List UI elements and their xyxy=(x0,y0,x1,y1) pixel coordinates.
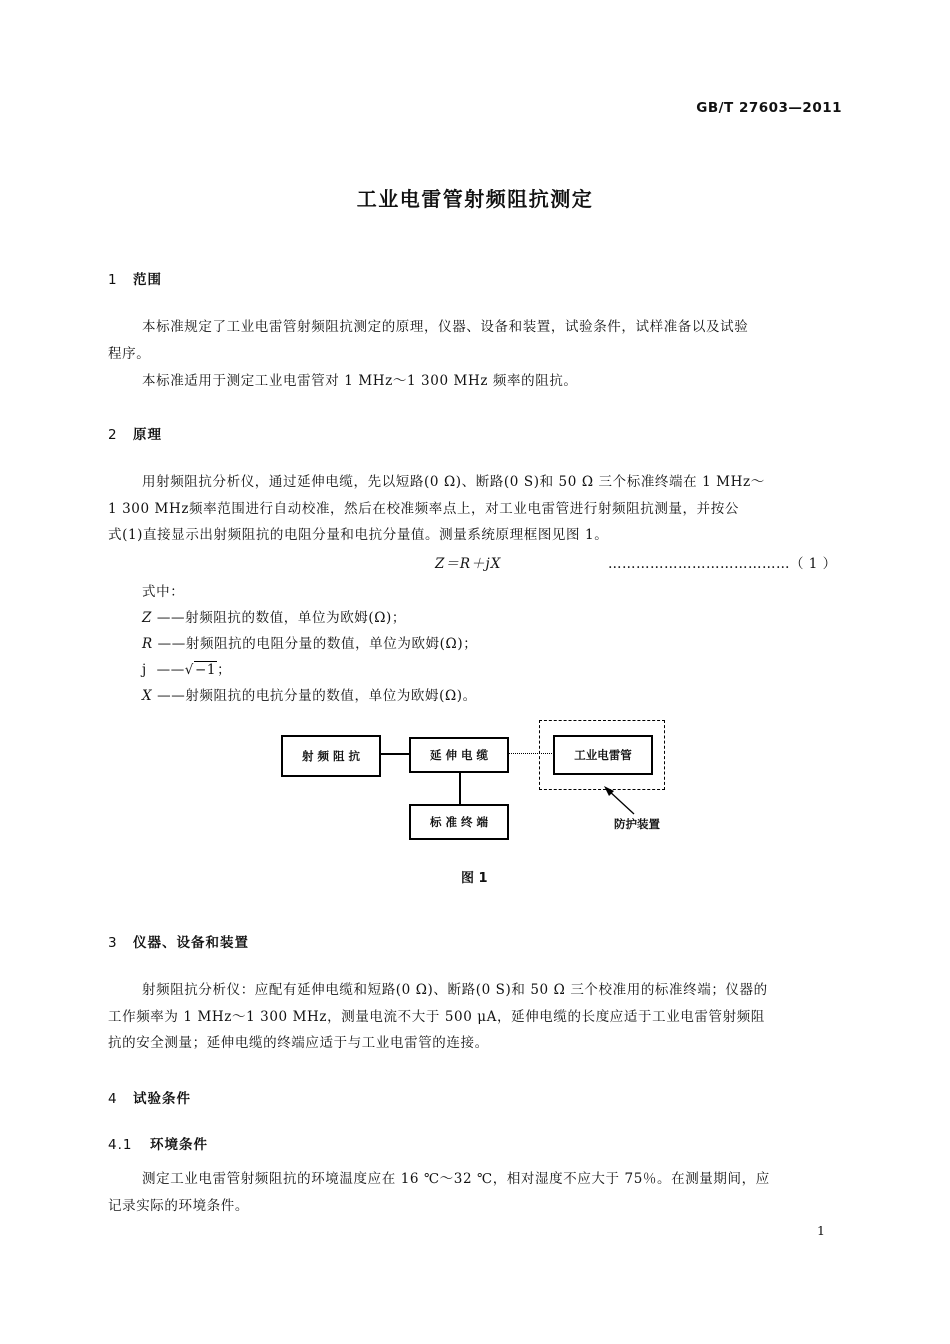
text-line: 式(1)直接显示出射频阻抗的电阻分量和电抗分量值。测量系统原理框图见图 1。 xyxy=(108,527,609,543)
text-line: 1 300 MHz频率范围进行自动校准，然后在校准频率点上，对工业电雷管进行射频阻抗测量，并按公 xyxy=(108,500,739,517)
section-number: 2 xyxy=(108,427,118,443)
where-label: 式中： xyxy=(142,584,185,600)
standard-terminal-box: 标 准 终 端 xyxy=(409,804,509,840)
section-4-1-paragraph xyxy=(108,1166,843,1219)
section-3-paragraph xyxy=(108,977,843,1057)
text-line: 本标准适用于测定工业电雷管对 1 MHz～1 300 MHz 频率的阻抗。 xyxy=(142,373,578,389)
where-item-r: R ——射频阻抗的电阻分量的数值，单位为欧姆(Ω)； xyxy=(142,636,478,652)
text-line: 抗的安全测量；延伸电缆的终端应适于与工业电雷管的连接。 xyxy=(108,1035,489,1051)
section-number: 4 xyxy=(108,1091,118,1107)
subsection-title: 环境条件 xyxy=(150,1137,208,1153)
section-2-heading xyxy=(108,423,162,443)
connector-dotted-line xyxy=(508,753,554,754)
extension-cable-box: 延 伸 电 缆 xyxy=(409,737,509,773)
text-line: 本标准规定了工业电雷管射频阻抗测定的原理，仪器、设备和装置，试验条件，试样准备以及试验 xyxy=(142,319,749,335)
pointer-arrow-icon xyxy=(600,784,650,820)
text-line: 用射频阻抗分析仪，通过延伸电缆，先以短路(0 Ω)、断路(0 S)和 50 Ω 三个标准终端在 1 MHz～ xyxy=(142,474,765,490)
section-1-paragraph-2 xyxy=(108,368,843,395)
section-2-paragraph xyxy=(108,469,843,549)
section-title: 试验条件 xyxy=(133,1091,191,1107)
analyzer-box: 射 频 阻 抗 xyxy=(281,735,381,777)
protective-device-label: 防护装置 xyxy=(614,817,660,831)
text-line: 测定工业电雷管射频阻抗的环境温度应在 16 ℃～32 ℃，相对湿度不应大于 75％。在测量期间，应 xyxy=(142,1171,770,1187)
section-4-heading xyxy=(108,1087,191,1107)
connector-line xyxy=(380,753,410,755)
page-number: 1 xyxy=(817,1223,825,1238)
section-4-1-heading xyxy=(108,1133,208,1153)
text-line: 程序。 xyxy=(108,345,151,362)
text-line: 射频阻抗分析仪：应配有延伸电缆和短路(0 Ω)、断路(0 S)和 50 Ω 三个校准用的标准终端；仪器的 xyxy=(142,982,768,998)
sqrt-symbol: √ xyxy=(184,662,194,678)
section-number: 3 xyxy=(108,935,118,951)
formula-number: …………………………………（ 1 ） xyxy=(608,556,837,572)
where-item-x: X ——射频阻抗的电抗分量的数值，单位为欧姆(Ω)。 xyxy=(142,688,477,704)
standard-code: GB/T 27603—2011 xyxy=(696,100,842,116)
section-3-heading xyxy=(108,931,249,951)
figure-caption: 图 1 xyxy=(461,871,488,886)
where-item-j: j ——√−1； xyxy=(142,662,232,678)
section-number: 1 xyxy=(108,272,118,288)
text-line: 记录实际的环境条件。 xyxy=(108,1197,249,1214)
formula-1: Z＝R＋jX xyxy=(435,556,502,572)
section-1-paragraph-1 xyxy=(108,314,843,367)
subsection-number: 4.1 xyxy=(108,1137,133,1153)
section-1-heading xyxy=(108,268,162,288)
section-title: 仪器、设备和装置 xyxy=(133,935,249,951)
detonator-box: 工业电雷管 xyxy=(553,735,653,775)
section-title: 范围 xyxy=(133,272,162,288)
where-item-z: Z ——射频阻抗的数值，单位为欧姆(Ω)； xyxy=(142,610,407,626)
connector-line xyxy=(459,772,461,804)
document-title: 工业电雷管射频阻抗测定 xyxy=(356,187,594,211)
protective-device-boundary xyxy=(539,720,665,790)
text-line: 工作频率为 1 MHz～1 300 MHz，测量电流不大于 500 μA，延伸电缆的长度应适于工业电雷管射频阻 xyxy=(108,1008,765,1025)
section-title: 原理 xyxy=(133,427,162,443)
